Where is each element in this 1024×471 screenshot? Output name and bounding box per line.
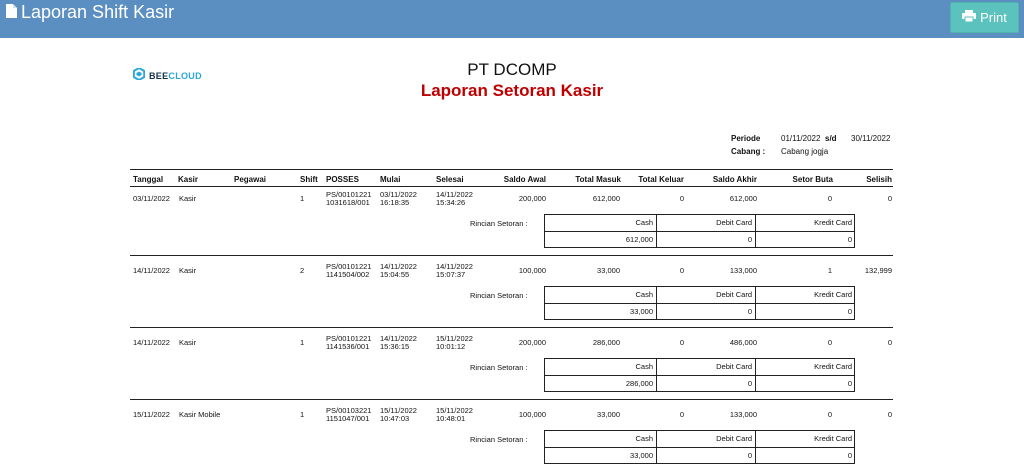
row-separator xyxy=(130,327,893,328)
cell-total-masuk: 33,000 xyxy=(597,266,620,275)
cell-setor-buta: 0 xyxy=(827,410,832,419)
rincian-value-kredit-card: 0 xyxy=(847,451,852,460)
cell-selisih: 0 xyxy=(887,194,892,203)
row-separator xyxy=(130,255,893,256)
rincian-value-kredit-card: 0 xyxy=(847,379,852,388)
rincian-header-debit-card: Debit Card xyxy=(716,290,752,299)
top-bar xyxy=(0,0,1024,38)
cell-selisih: 132,999 xyxy=(864,266,892,275)
document-icon xyxy=(6,2,17,23)
periode-to: 30/11/2022 xyxy=(851,134,891,143)
cell-total-masuk: 33,000 xyxy=(597,410,620,419)
cell-selesai: 15:34:26 xyxy=(436,198,466,207)
company-name: PT DCOMP xyxy=(467,60,557,79)
rincian-setoran-label: Rincian Setoran : xyxy=(470,363,528,372)
row-separator xyxy=(130,399,893,400)
cell-selesai: 14/11/2022 xyxy=(436,262,473,271)
column-header: Pegawai xyxy=(234,175,267,184)
cell-tanggal: 14/11/2022 xyxy=(133,266,170,275)
cell-mulai: 16:18:35 xyxy=(380,198,410,207)
rincian-header-kredit-card: Kredit Card xyxy=(814,218,852,227)
cell-posses: 1141504/002 xyxy=(326,270,370,279)
cell-selesai: 10:48:01 xyxy=(436,414,466,423)
rincian-header-cash: Cash xyxy=(635,434,653,443)
cell-posses: 1031618/001 xyxy=(326,198,370,207)
cell-shift: 1 xyxy=(300,194,305,203)
print-label: Print xyxy=(980,10,1007,25)
rincian-setoran-label: Rincian Setoran : xyxy=(470,435,528,444)
rincian-divider xyxy=(545,375,854,376)
column-header: Tanggal xyxy=(133,175,164,184)
rincian-divider xyxy=(545,303,854,304)
cell-total-keluar: 0 xyxy=(679,266,684,275)
report-title: Laporan Setoran Kasir xyxy=(420,81,604,100)
cell-posses: PS/00103221 xyxy=(326,406,372,415)
rincian-header-kredit-card: Kredit Card xyxy=(814,362,852,371)
rincian-table xyxy=(544,286,855,320)
cell-shift: 1 xyxy=(300,410,305,419)
cell-kasir: Kasir Mobile xyxy=(179,410,221,419)
column-header: POSSES xyxy=(326,175,359,184)
rincian-value-debit-card: 0 xyxy=(747,451,752,460)
cell-setor-buta: 0 xyxy=(827,194,832,203)
cell-setor-buta: 0 xyxy=(827,338,832,347)
cell-total-keluar: 0 xyxy=(679,194,684,203)
periode-label: Periode xyxy=(731,134,761,143)
column-header: Saldo Awal xyxy=(503,175,546,184)
cell-mulai: 10:47:03 xyxy=(380,414,410,423)
page-title xyxy=(6,2,174,23)
cell-mulai: 03/11/2022 xyxy=(380,190,417,199)
cell-saldo-awal: 200,000 xyxy=(518,338,546,347)
cell-selesai: 15/11/2022 xyxy=(436,334,473,343)
column-header: Saldo Akhir xyxy=(712,175,757,184)
rincian-table xyxy=(544,430,855,464)
cell-selesai: 15/11/2022 xyxy=(436,406,473,415)
column-header: Selisih xyxy=(866,175,892,184)
cell-shift: 2 xyxy=(300,266,305,275)
cell-setor-buta: 1 xyxy=(827,266,832,275)
cell-tanggal: 14/11/2022 xyxy=(133,338,170,347)
cell-mulai: 15/11/2022 xyxy=(380,406,417,415)
column-header: Kasir xyxy=(178,175,199,184)
column-header: Selesai xyxy=(436,175,464,184)
header-bottom-rule xyxy=(130,186,893,187)
header-top-rule xyxy=(130,169,893,170)
cell-selesai: 10:01:12 xyxy=(436,342,466,351)
cell-mulai: 15:36:15 xyxy=(380,342,410,351)
cell-mulai: 15:04:55 xyxy=(380,270,410,279)
cell-saldo-akhir: 486,000 xyxy=(729,338,757,347)
cell-saldo-akhir: 133,000 xyxy=(729,410,757,419)
cell-posses: 1151047/001 xyxy=(326,414,370,423)
rincian-value-cash: 612,000 xyxy=(625,235,653,244)
rincian-value-debit-card: 0 xyxy=(747,307,752,316)
cell-mulai: 14/11/2022 xyxy=(380,334,417,343)
rincian-table xyxy=(544,214,855,248)
column-header: Mulai xyxy=(380,175,401,184)
cell-posses: 1141536/001 xyxy=(326,342,370,351)
column-header: Total Keluar xyxy=(638,175,684,184)
cell-total-masuk: 612,000 xyxy=(592,194,620,203)
cell-shift: 1 xyxy=(300,338,305,347)
cell-saldo-awal: 200,000 xyxy=(518,194,546,203)
cell-selesai: 14/11/2022 xyxy=(436,190,473,199)
rincian-divider xyxy=(545,447,854,448)
print-button[interactable] xyxy=(950,2,1019,33)
rincian-header-kredit-card: Kredit Card xyxy=(814,434,852,443)
cell-tanggal: 15/11/2022 xyxy=(133,410,170,419)
column-header: Total Masuk xyxy=(575,175,621,184)
rincian-value-debit-card: 0 xyxy=(747,379,752,388)
cell-selesai: 15:07:37 xyxy=(436,270,466,279)
cabang-value: Cabang jogja xyxy=(781,147,829,156)
cell-total-keluar: 0 xyxy=(679,410,684,419)
printer-icon xyxy=(962,10,976,25)
periode-sd: s/d xyxy=(825,134,837,143)
cell-total-masuk: 286,000 xyxy=(592,338,620,347)
rincian-value-cash: 33,000 xyxy=(630,451,653,460)
rincian-divider xyxy=(545,231,854,232)
column-header: Shift xyxy=(300,175,318,184)
cell-selisih: 0 xyxy=(887,410,892,419)
rincian-value-cash: 286,000 xyxy=(625,379,653,388)
cell-saldo-akhir: 133,000 xyxy=(729,266,757,275)
rincian-header-debit-card: Debit Card xyxy=(716,362,752,371)
column-header: Setor Buta xyxy=(792,175,833,184)
cell-kasir: Kasir xyxy=(179,266,197,275)
rincian-value-kredit-card: 0 xyxy=(847,235,852,244)
cell-saldo-awal: 100,000 xyxy=(518,266,546,275)
cell-mulai: 14/11/2022 xyxy=(380,262,417,271)
rincian-header-debit-card: Debit Card xyxy=(716,218,752,227)
rincian-value-cash: 33,000 xyxy=(630,307,653,316)
page-title-text: Laporan Shift Kasir xyxy=(21,2,175,22)
cell-posses: PS/00101221 xyxy=(326,334,372,343)
rincian-value-kredit-card: 0 xyxy=(847,307,852,316)
cabang-label: Cabang : xyxy=(731,147,766,156)
rincian-header-cash: Cash xyxy=(635,362,653,371)
cell-kasir: Kasir xyxy=(179,338,197,347)
rincian-header-cash: Cash xyxy=(635,290,653,299)
rincian-header-debit-card: Debit Card xyxy=(716,434,752,443)
rincian-value-debit-card: 0 xyxy=(747,235,752,244)
rincian-table xyxy=(544,358,855,392)
rincian-header-kredit-card: Kredit Card xyxy=(814,290,852,299)
cell-total-keluar: 0 xyxy=(679,338,684,347)
cell-posses: PS/00101221 xyxy=(326,262,372,271)
rincian-header-cash: Cash xyxy=(635,218,653,227)
rincian-setoran-label: Rincian Setoran : xyxy=(470,219,528,228)
cell-kasir: Kasir xyxy=(179,194,197,203)
rincian-setoran-label: Rincian Setoran : xyxy=(470,291,528,300)
cell-saldo-awal: 100,000 xyxy=(518,410,546,419)
beecloud-logo-text: BEECLOUD xyxy=(149,71,202,81)
periode-from: 01/11/2022 xyxy=(781,134,821,143)
cell-tanggal: 03/11/2022 xyxy=(133,194,170,203)
cell-selisih: 0 xyxy=(887,338,892,347)
cell-saldo-akhir: 612,000 xyxy=(729,194,757,203)
cell-posses: PS/00101221 xyxy=(326,190,372,199)
